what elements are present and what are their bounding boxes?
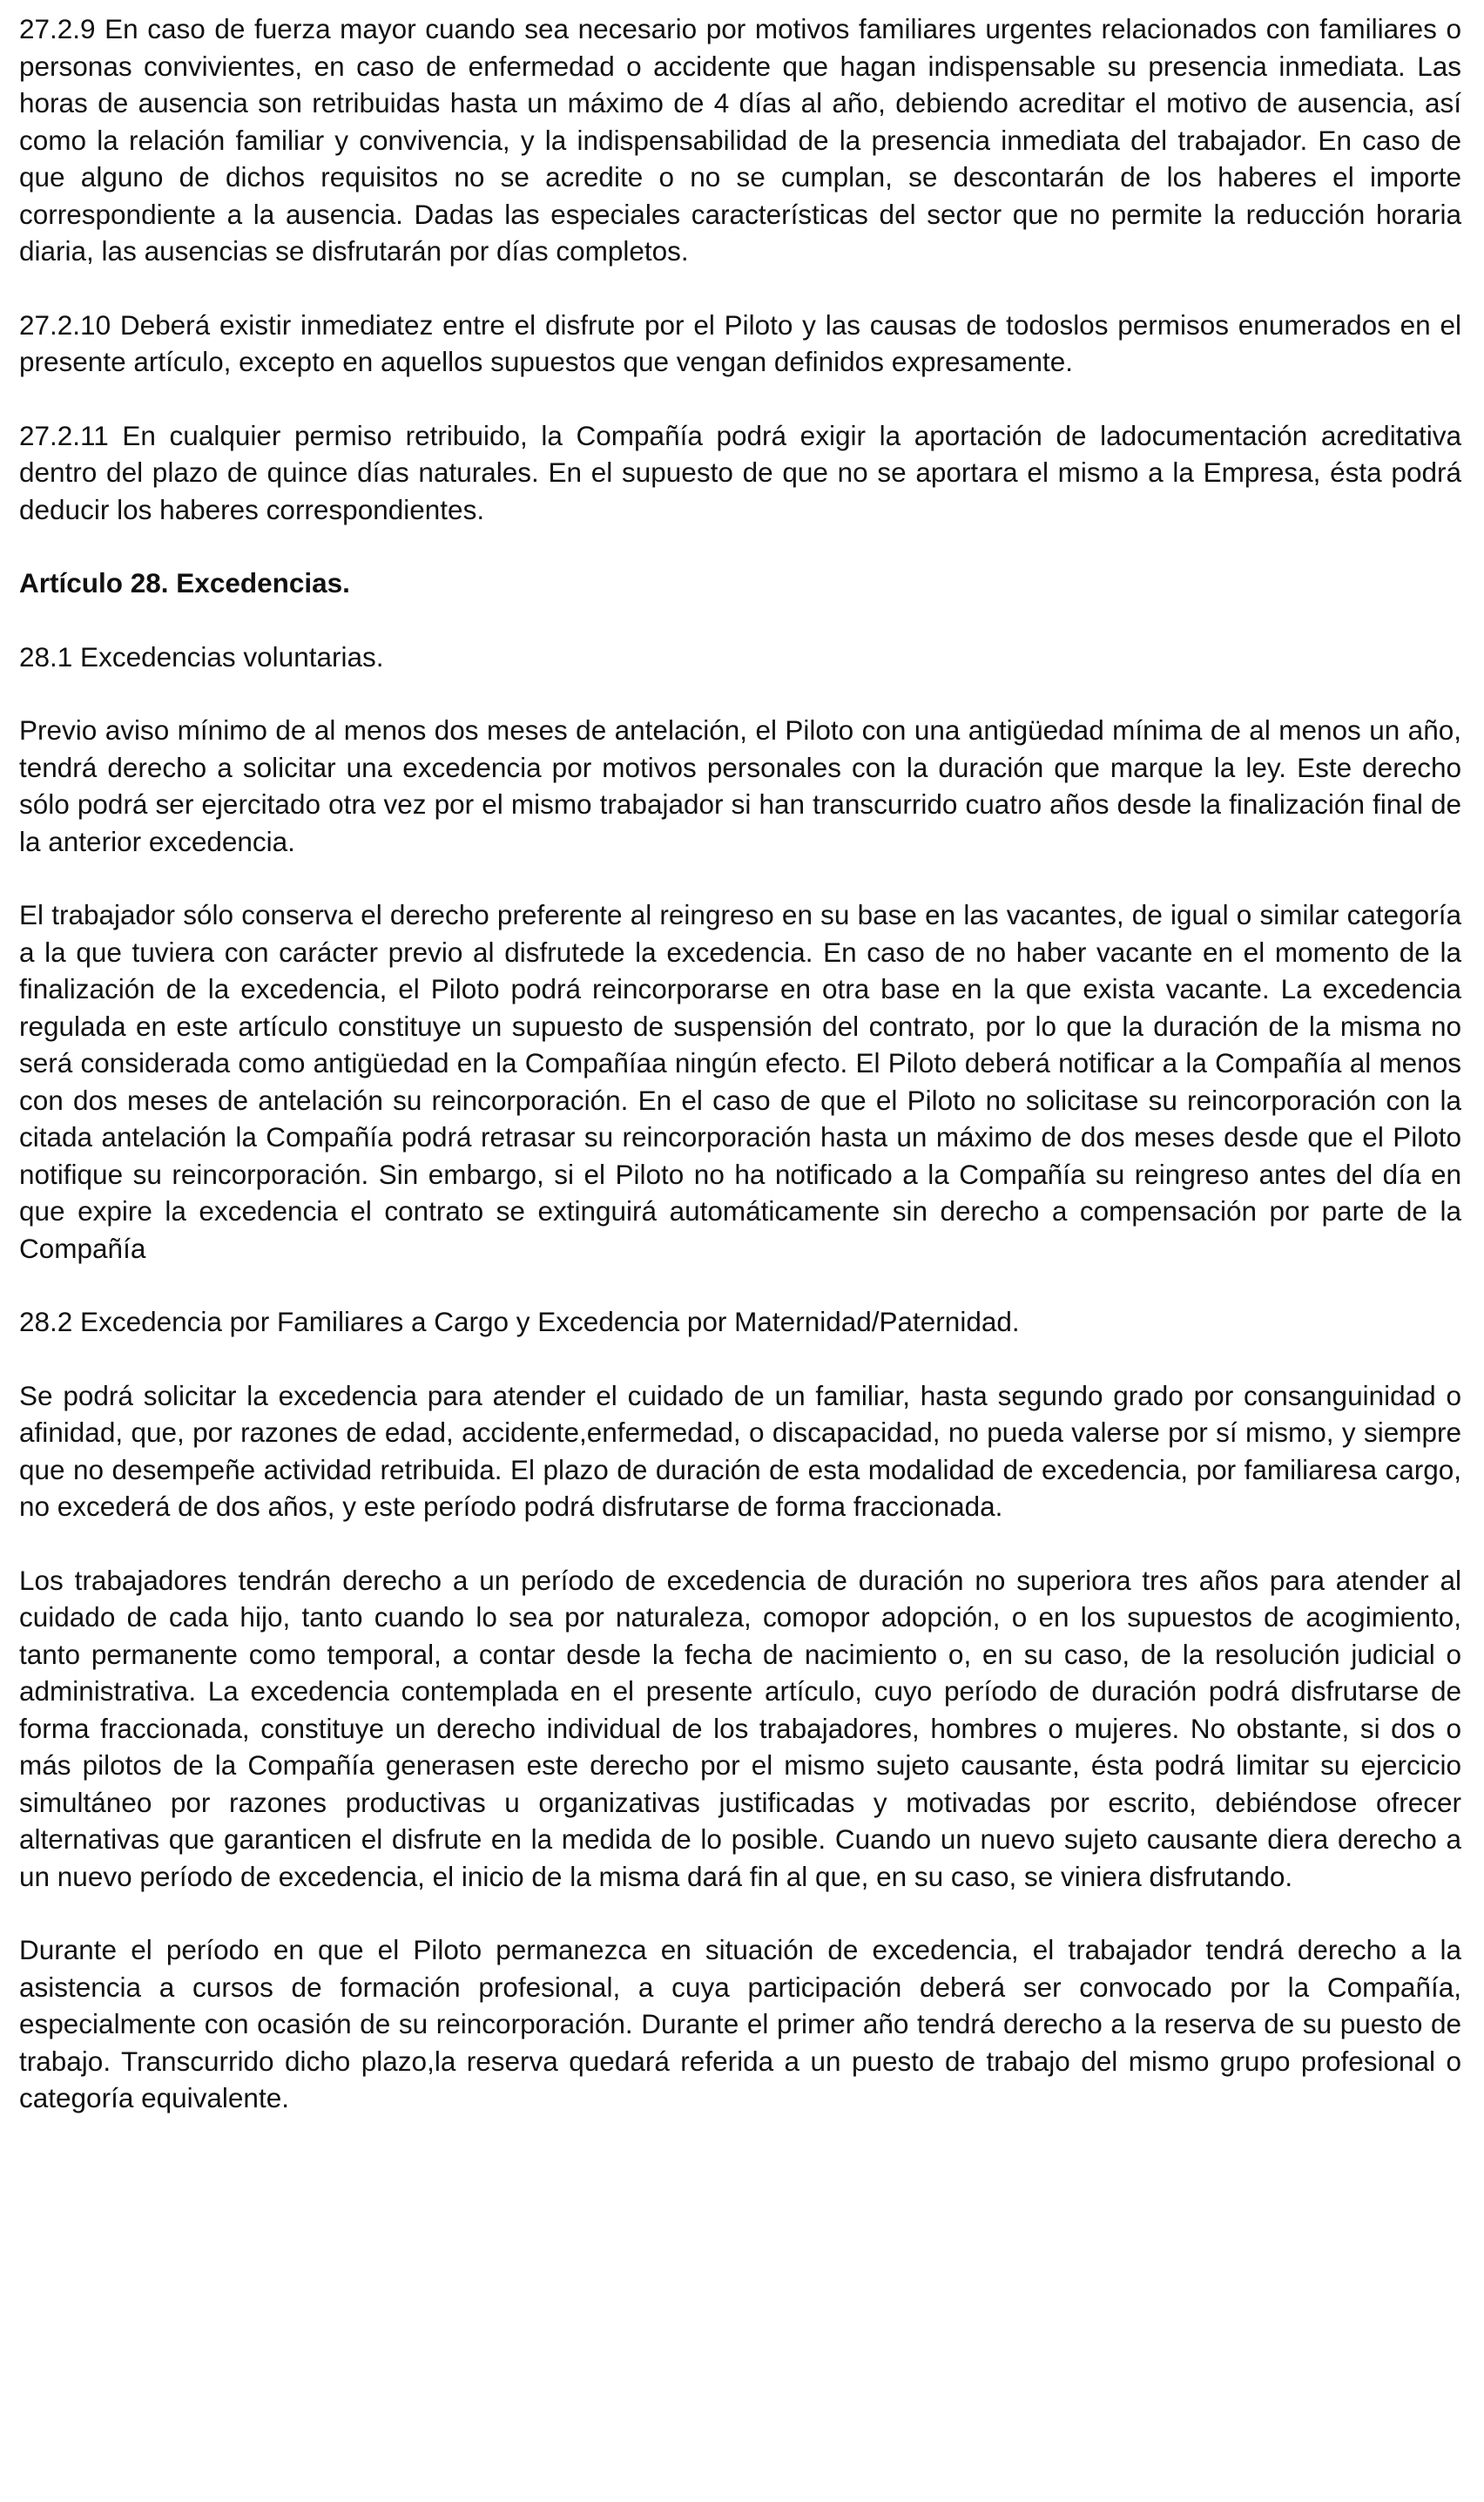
paragraph-28-2-familiar: Se podrá solicitar la excedencia para atender el cuidado de un familiar, hasta segundo grado por consanguinidad o afinidad, que, por razones de edad, accidente,enfermedad, o discapacidad, no pueda valerse por sí mismo, y siempre que no desempeñe actividad retribuida. El plazo de duración de esta modalidad de excedencia, por familiaresa cargo, no excederá de dos años, y este período podrá disfrutarse de forma fraccionada. — [19, 1379, 1461, 1522]
paragraph-27-2-11: 27.2.11 En cualquier permiso retribuido, la Compañía podrá exigir la aportación de ladocumentación acreditativa dentro del plazo de quince días naturales. En el supuesto de que no se aportara el mismo a la Empresa, ésta podrá deducir los haberes correspondientes. — [19, 419, 1461, 525]
paragraph-27-2-10: 27.2.10 Deberá existir inmediatez entre el disfrute por el Piloto y las causas de todoslos permisos enumerados en el presente artículo, excepto en aquellos supuestos que vengan definidos expresamente. — [19, 308, 1461, 377]
section-28-1-heading: 28.1 Excedencias voluntarias. — [19, 640, 384, 673]
paragraph-28-2-formacion: Durante el período en que el Piloto permanezca en situación de excedencia, el trabajador tendrá derecho a la asistencia a cursos de formación profesional, a cuya participación deberá ser convocado por la Compañía, especialmente con ocasión de su reincorporación. Durante el primer año tendrá derecho a la reserva de su puesto de trabajo. Transcurrido dicho plazo,la reserva quedará referida a un puesto de trabajo del mismo grupo profesional o categoría equivalente. — [19, 1934, 1461, 2113]
paragraph-28-2-hijo: Los trabajadores tendrán derecho a un período de excedencia de duración no superiora tres años para atender al cuidado de cada hijo, tanto cuando lo sea por naturaleza, comopor adopción, o en los supuestos de acogimiento, tanto permanente como temporal, a contar desde la fecha de nacimiento o, en su caso, de la resolución judicial o administrativa. La excedencia contemplada en el presente artículo, cuyo período de duración podrá disfrutarse de forma fraccionada, constituye un derecho individual de los trabajadores, hombres o mujeres. No obstante, si dos o más pilotos de la Compañía generasen este derecho por el mismo sujeto causante, ésta podrá limitar su ejercicio simultáneo por razones productivas u organizativas justificadas y motivadas por escrito, debiéndose ofrecer alternativas que garanticen el disfrute en la medida de lo posible. Cuando un nuevo sujeto causante diera derecho a un nuevo período de excedencia, el inicio de la misma dará fin al que, en su caso, se viniera disfrutando. — [19, 1564, 1461, 1892]
section-28-2-heading: 28.2 Excedencia por Familiares a Cargo y Excedencia por Maternidad/Paternidad. — [19, 1306, 1020, 1337]
paragraph-28-1-notice: Previo aviso mínimo de al menos dos meses de antelación, el Piloto con una antigüedad mínima de al menos un año, tendrá derecho a solicitar una excedencia por motivos personales con la duración que marque la ley. Este derecho sólo podrá ser ejercitado otra vez por el mismo trabajador si han transcurrido cuatro años desde la finalización final de la anterior excedencia. — [19, 714, 1461, 857]
paragraph-28-1-reingreso: El trabajador sólo conserva el derecho preferente al reingreso en su base en las vacantes, de igual o similar categoría a la que tuviera con carácter previo al disfrutede la excedencia. En caso de no haber vacante en el momento de la finalización de la excedencia, el Piloto podrá reincorporarse en otra base en la que exista vacante. La excedencia regulada en este artículo constituye un supuesto de suspensión del contrato, por lo que la duración de la misma no será considerada como antigüedad en la Compañíaa ningún efecto. El Piloto deberá notificar a la Compañía al menos con dos meses de antelación su reincorporación. En el caso de que el Piloto no solicitase su reincorporación con la citada antelación la Compañía podrá retrasar su reincorporación hasta un máximo de dos meses desde que el Piloto notifique su reincorporación. Sin embargo, si el Piloto no ha notificado a la Compañía su reingreso antes del día en que expire la excedencia el contrato se extinguirá automáticamente sin derecho a compensación por parte de la Compañía — [19, 899, 1461, 1264]
document-page — [19, 10, 1461, 2154]
paragraph-27-2-9: 27.2.9 En caso de fuerza mayor cuando sea necesario por motivos familiares urgentes relacionados con familiares o personas convivientes, en caso de enfermedad o accidente que hagan indispensable su presencia inmediata. Las horas de ausencia son retribuidas hasta un máximo de 4 días al año, debiendo acreditar el motivo de ausencia, así como la relación familiar y convivencia, y la indispensabilidad de la presencia inmediata del trabajador. En caso de que alguno de dichos requisitos no se acredite o no se cumplan, se descontarán de los haberes el importe correspondiente a la ausencia. Dadas las especiales características del sector que no permite la reducción horaria diaria, las ausencias se disfrutarán por días completos. — [19, 13, 1461, 267]
article-28-heading: Artículo 28. Excedencias. — [19, 567, 350, 598]
